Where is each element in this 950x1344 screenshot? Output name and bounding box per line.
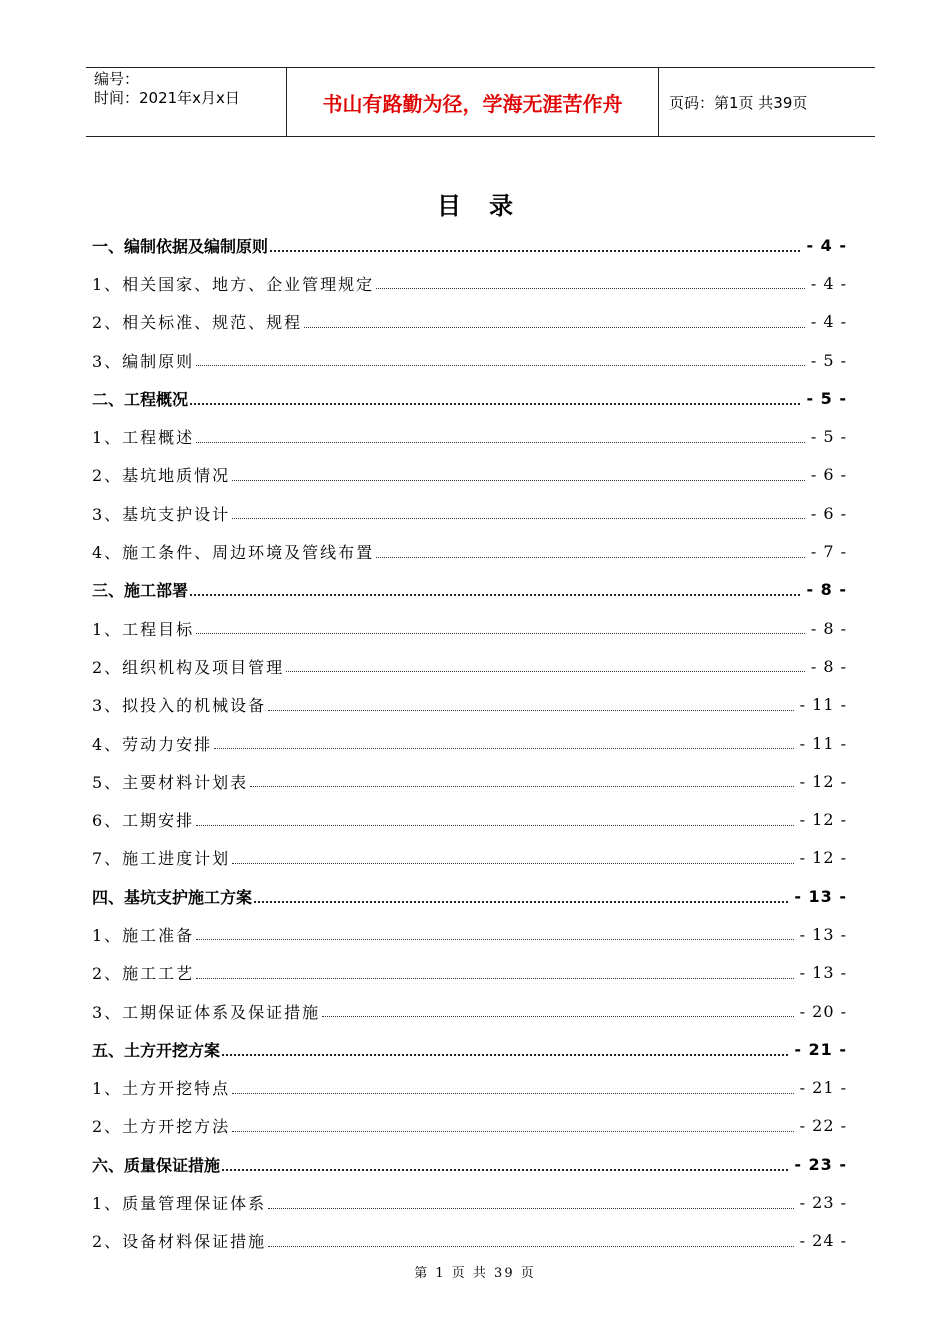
toc-dot-leader: [250, 785, 793, 787]
toc-chapter-entry[interactable]: [92, 1145, 847, 1183]
toc-entry-label: 四、基坑支护施工方案: [92, 887, 253, 907]
toc-section-entry[interactable]: [92, 800, 847, 838]
header-page-info: 页码：第1页 共39页: [669, 93, 808, 112]
toc-entry-page: - 21 -: [799, 1078, 847, 1098]
toc-section-entry[interactable]: [92, 954, 847, 992]
toc-entry-page: - 5 -: [810, 427, 847, 447]
toc-dot-leader: [232, 1130, 793, 1132]
serial-label: 编号：: [94, 70, 140, 88]
toc-entry-page: - 11 -: [799, 695, 847, 715]
toc-entry-label: 2、相关标准、规范、规程: [92, 313, 303, 333]
toc-dot-leader: [196, 824, 793, 826]
toc-dot-leader: [190, 402, 800, 405]
toc-section-entry[interactable]: [92, 686, 847, 724]
toc-entry-label: 7、施工进度计划: [92, 849, 231, 869]
toc-entry-page: - 20 -: [799, 1001, 847, 1021]
toc-section-entry[interactable]: [92, 303, 847, 341]
toc-dot-leader: [254, 900, 788, 903]
toc-dot-leader: [268, 709, 793, 711]
toc-entry-label: 2、基坑地质情况: [92, 466, 231, 486]
page-footer: 第 1 页 共 39 页: [414, 1266, 536, 1281]
toc-entry-label: 1、相关国家、地方、企业管理规定: [92, 274, 375, 294]
toc-dot-leader: [232, 479, 805, 481]
toc-dot-leader: [196, 632, 805, 634]
toc-dot-leader: [286, 670, 805, 672]
toc-entry-page: - 13 -: [799, 963, 847, 983]
toc-entry-page: - 4 -: [806, 235, 847, 255]
toc-entry-label: 1、工程概述: [92, 428, 195, 448]
toc-dot-leader: [376, 287, 805, 289]
toc-entry-label: 2、组织机构及项目管理: [92, 657, 285, 677]
toc-entry-page: - 12 -: [799, 810, 847, 830]
toc-entry-label: 1、土方开挖特点: [92, 1079, 231, 1099]
time-label: 时间：2021年x月x日: [94, 89, 240, 107]
toc-entry-label: 一、编制依据及编制原则: [92, 236, 269, 256]
toc-dot-leader: [270, 249, 800, 252]
toc-entry-page: - 23 -: [794, 1154, 847, 1174]
toc-entry-label: 5、主要材料计划表: [92, 772, 249, 792]
toc-entry-page: - 12 -: [799, 848, 847, 868]
toc-chapter-entry[interactable]: [92, 877, 847, 915]
toc-section-entry[interactable]: [92, 1107, 847, 1145]
header-motto: 书山有路勤为径，学海无涯苦作舟: [286, 68, 659, 136]
toc-entry-label: 4、劳动力安排: [92, 734, 213, 754]
toc-entry-label: 3、拟投入的机械设备: [92, 696, 267, 716]
toc-section-entry[interactable]: [92, 609, 847, 647]
toc-entry-page: - 11 -: [799, 733, 847, 753]
toc-entry-page: - 12 -: [799, 771, 847, 791]
toc-section-entry[interactable]: [92, 762, 847, 800]
toc-entry-page: - 23 -: [799, 1193, 847, 1213]
toc-dot-leader: [232, 862, 793, 864]
toc-section-entry[interactable]: [92, 647, 847, 685]
toc-entry-label: 二、工程概况: [92, 389, 189, 409]
toc-title: 目录: [437, 192, 541, 220]
toc-dot-leader: [196, 977, 793, 979]
toc-entry-page: - 4 -: [810, 312, 847, 332]
toc-entry-label: 6、工期安排: [92, 811, 195, 831]
toc-section-entry[interactable]: [92, 264, 847, 302]
toc-dot-leader: [232, 517, 805, 519]
toc-dot-leader: [322, 1015, 793, 1017]
toc-dot-leader: [376, 556, 805, 558]
toc-entry-page: - 5 -: [810, 350, 847, 370]
toc-section-entry[interactable]: [92, 724, 847, 762]
toc-dot-leader: [190, 593, 800, 596]
toc-chapter-entry[interactable]: [92, 571, 847, 609]
toc-chapter-entry[interactable]: [92, 379, 847, 417]
toc-entry-page: - 8 -: [810, 656, 847, 676]
toc-entry-label: 4、施工条件、周边环境及管线布置: [92, 543, 375, 563]
header-meta: [86, 68, 286, 136]
toc-entry-page: - 13 -: [799, 924, 847, 944]
toc-dot-leader: [304, 326, 805, 328]
toc-entry-label: 1、施工准备: [92, 925, 195, 945]
toc-entry-page: - 8 -: [810, 618, 847, 638]
toc-section-entry[interactable]: [92, 1069, 847, 1107]
toc-entry-page: - 8 -: [806, 580, 847, 600]
toc-dot-leader: [222, 1053, 788, 1056]
toc-entry-page: - 5 -: [806, 388, 847, 408]
toc-section-entry[interactable]: [92, 1222, 847, 1260]
toc-entry-label: 3、编制原则: [92, 351, 195, 371]
toc-entry-label: 三、施工部署: [92, 581, 189, 601]
toc-section-entry[interactable]: [92, 456, 847, 494]
toc-entry-label: 1、质量管理保证体系: [92, 1194, 267, 1214]
toc-section-entry[interactable]: [92, 992, 847, 1030]
toc-entry-page: - 21 -: [794, 1039, 847, 1059]
toc-dot-leader: [268, 1207, 793, 1209]
page-header: [86, 67, 875, 137]
toc-chapter-entry[interactable]: [92, 226, 847, 264]
toc-section-entry[interactable]: [92, 494, 847, 532]
toc-entry-page: - 4 -: [810, 273, 847, 293]
toc-section-entry[interactable]: [92, 417, 847, 455]
toc-entry-label: 五、土方开挖方案: [92, 1040, 221, 1060]
toc-section-entry[interactable]: [92, 1183, 847, 1221]
toc-entry-label: 2、土方开挖方法: [92, 1117, 231, 1137]
toc-entry-label: 3、工期保证体系及保证措施: [92, 1002, 321, 1022]
toc-section-entry[interactable]: [92, 839, 847, 877]
toc-dot-leader: [222, 1168, 788, 1171]
toc-entry-page: - 24 -: [799, 1231, 847, 1251]
toc-section-entry[interactable]: [92, 915, 847, 953]
toc-entry-page: - 7 -: [810, 542, 847, 562]
toc-entry-page: - 6 -: [810, 465, 847, 485]
toc-dot-leader: [196, 364, 805, 366]
toc-dot-leader: [196, 441, 805, 443]
toc-entry-label: 1、工程目标: [92, 619, 195, 639]
toc-entry-page: - 6 -: [810, 503, 847, 523]
toc-entry-label: 六、质量保证措施: [92, 1155, 221, 1175]
toc-entry-page: - 22 -: [799, 1116, 847, 1136]
toc-dot-leader: [196, 938, 793, 940]
toc-entry-label: 2、设备材料保证措施: [92, 1232, 267, 1252]
toc-section-entry[interactable]: [92, 532, 847, 570]
toc-section-entry[interactable]: [92, 341, 847, 379]
toc-entry-page: - 13 -: [794, 886, 847, 906]
toc-dot-leader: [214, 747, 793, 749]
table-of-contents: [92, 226, 847, 1260]
toc-dot-leader: [232, 1092, 793, 1094]
toc-dot-leader: [268, 1245, 793, 1247]
toc-chapter-entry[interactable]: [92, 1030, 847, 1068]
toc-entry-label: 3、基坑支护设计: [92, 504, 231, 524]
toc-entry-label: 2、施工工艺: [92, 964, 195, 984]
